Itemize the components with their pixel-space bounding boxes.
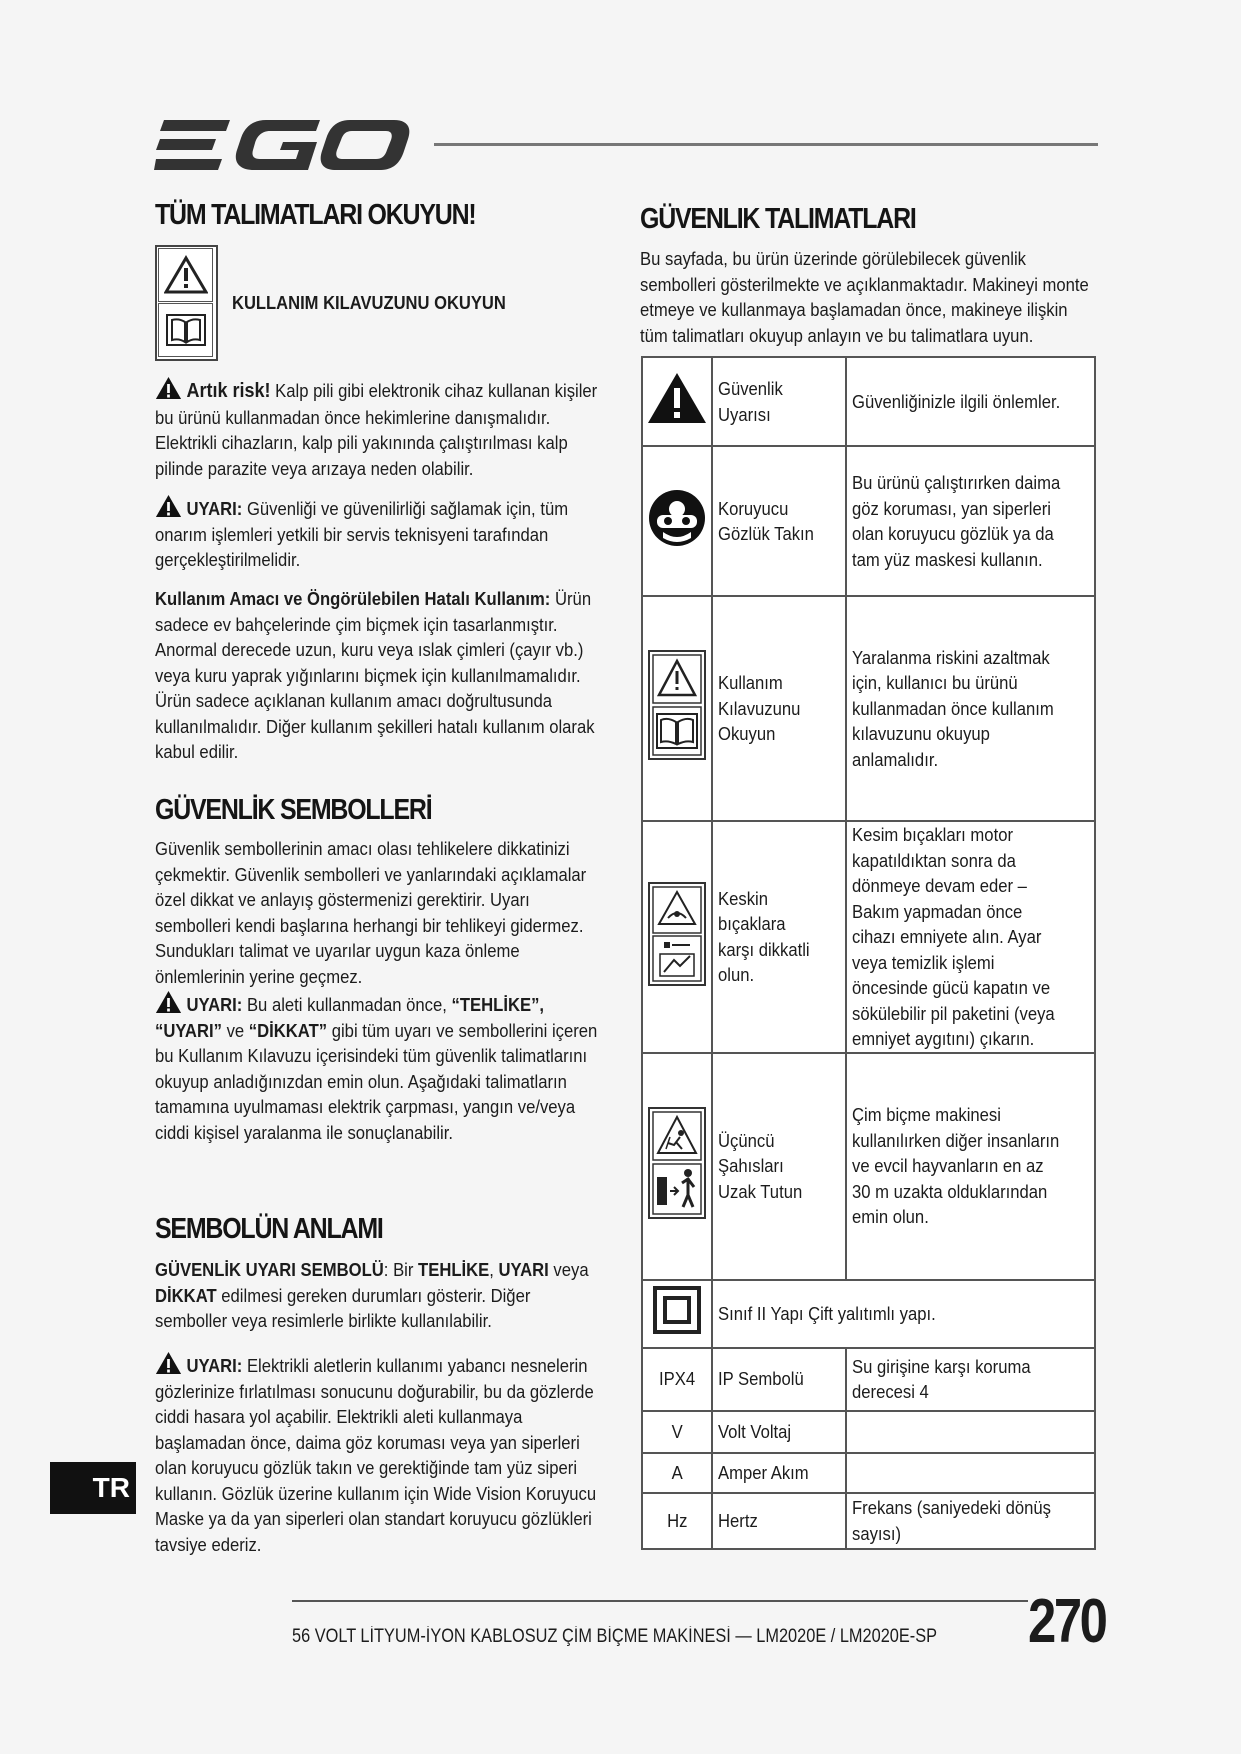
- symbol-description: Çim biçme makinesi kullanılırken diğer insanların ve evcil hayvanların en az 30 m uzakta olduklarından emin olun.: [852, 1104, 1060, 1228]
- table-row: [642, 357, 1095, 446]
- table-row: [642, 1493, 1095, 1549]
- manual-icon-box: [155, 245, 218, 361]
- warning-triangle-icon: [155, 1351, 182, 1375]
- read-instructions-warning-paragraph: UYARI: Bu aleti kullanmadan önce, “TEHLİKE”, “UYARI” ve “DİKKAT” gibi tüm uyarı ve sembollerini içeren bu Kullanım Kılavuzu içerisindeki tüm güvenlik talimatlarını okuyup anladığınızdan emin olun. Aşağıdaki talimatların tamamına uyulmaması elektrik çarpması, yangın ve/veya ciddi kişisel yaralanma ile sonuçlanabilir.: [155, 990, 601, 1145]
- table-row: [642, 1411, 1095, 1453]
- footer-text: 56 VOLT LİTYUM-İYON KABLOSUZ ÇİM BİÇME MAKİNESİ — LM2020E / LM2020E-SP: [292, 1626, 938, 1647]
- symbol-name: Sınıf II Yapı Çift yalıtımlı yapı.: [718, 1302, 936, 1324]
- symbol-description: Yaralanma riskini azaltmak için, kullanıcı bu ürünü kullanmadan önce kullanım kılavuzunu okuyup anlamalıdır.: [852, 646, 1054, 770]
- symbol-name: Koruyucu Gözlük Takın: [718, 497, 814, 544]
- left-title: TÜM TALIMATLARI OKUYUN!: [155, 199, 476, 231]
- warning-triangle-icon: [155, 376, 182, 400]
- bystanders-icon: [642, 1053, 712, 1280]
- eye-protection-warning-paragraph: UYARI: Elektrikli aletlerin kullanımı yabancı nesnelerin gözlerinize fırlatılması sonucunu doğurabilir, bu da gözlerde ciddi hasara yol açabilir. Elektrikli aleti kullanmaya başlamadan önce, daima göz koruması veya yan siperleri olan koruyucu gözlük takın ve gerektiğinde tam yüz siperi kullanın. Gözlük üzerine kullanım için Wide Vision Koruyucu Maske ya da yan siperleri olan standart koruyucu gözlükleri tavsiye ederiz.: [155, 1351, 601, 1557]
- symbol-name: Güvenlik Uyarısı: [718, 378, 783, 425]
- symbol-name: Keskin bıçaklara karşı dikkatli olun.: [718, 887, 810, 986]
- symbol-label: IPX4: [658, 1368, 696, 1390]
- table-row: [642, 821, 1095, 1053]
- read-manual-icon: [158, 303, 213, 357]
- symbol-label: Hz: [666, 1509, 688, 1531]
- symbol-description: Frekans (saniyedeki dönüş sayısı): [852, 1497, 1051, 1544]
- safety-symbols-title: GÜVENLİK SEMBOLLERİ: [155, 794, 432, 826]
- warning-triangle-icon: [158, 248, 213, 302]
- symbol-name: Üçüncü Şahısları Uzak Tutun: [718, 1129, 803, 1202]
- table-row: [642, 1348, 1095, 1411]
- right-intro-paragraph: Bu sayfada, bu ürün üzerinde görülebilecek güvenlik sembolleri gösterilmekte ve açıklanmaktadır. Makineyi monte etmeye ve kullanmaya başlamadan önce, makineye ilişkin tüm talimatları okuyup anlayın ve bu talimatlara uyun.: [640, 248, 1089, 346]
- symbol-description: Su girişine karşı koruma derecesi 4: [852, 1355, 1031, 1402]
- symbol-name: Amper Akım: [718, 1461, 809, 1483]
- footer-rule: [292, 1600, 1028, 1602]
- table-row: [642, 1280, 1095, 1348]
- symbol-name: Hertz: [718, 1509, 758, 1531]
- symbol-description: Kesim bıçakları motor kapatıldıktan sonra da dönmeye devam eder – Bakım yapmadan önce cihazı emniyete alın. Ayar veya temizlik işlemi öncesinde gücü kapatın ve sökülebilir pil paketini (veya emniyet aygıtını) çıkarın.: [852, 824, 1055, 1049]
- symbol-meaning-title: SEMBOLÜN ANLAMI: [155, 1213, 383, 1245]
- symbol-label: V: [671, 1420, 683, 1442]
- safety-alert-symbol-paragraph: GÜVENLİK UYARI SEMBOLÜ: Bir TEHLİKE, UYARI veya DİKKAT edilmesi gereken durumları gösterir. Diğer semboller veya resimlerle birlikte kullanılabilir.: [155, 1259, 589, 1331]
- table-row: [642, 1453, 1095, 1493]
- service-warning-paragraph: UYARI: Güvenliği ve güvenilirliği sağlamak için, tüm onarım işlemleri yetkili bir servis teknisyeni tarafından gerçekleştirilmelidir.: [155, 494, 601, 573]
- ego-logo: [154, 114, 410, 176]
- header-rule: [434, 143, 1098, 146]
- page-number: 270: [1028, 1587, 1106, 1656]
- symbol-name: Volt Voltaj: [718, 1420, 792, 1442]
- safety-symbols-table: [641, 356, 1096, 1550]
- symbol-description: Bu ürünü çalıştırırken daima göz koruması, yan siperleri olan koruyucu gözlük ya da tam yüz maskesi kullanın.: [852, 472, 1061, 570]
- sharp-blades-icon: [642, 821, 712, 1053]
- residual-risk-paragraph: Artık risk! Kalp pili gibi elektronik cihaz kullanan kişiler bu ürünü kullanmadan önce hekimlerine danışmalıdır. Elektrikli cihazların, kalp pili yakınında çalıştırılması kalp pilinde parazite veya arızaya neden olabilir.: [155, 376, 601, 481]
- warning-triangle-icon: [155, 494, 182, 518]
- manual-label: KULLANIM KILAVUZUNU OKUYUN: [232, 293, 506, 313]
- warning-triangle-icon: [155, 990, 182, 1014]
- class-ii-icon: [642, 1280, 712, 1348]
- language-tab: TR: [50, 1462, 136, 1514]
- warning-triangle-icon: [642, 357, 712, 446]
- intended-use-paragraph: Kullanım Amacı ve Öngörülebilen Hatalı Kullanım: Ürün sadece ev bahçelerinde çim biçmek için tasarlanmıştır. Anormal derecede uzun, kuru veya ıslak çimleri (çayır vb.) veya kuru yaprak yığınlarını biçmek için kullanılmamalıdır. Ürün sadece açıklanan kullanım amacı doğrultusunda kullanılmalıdır. Diğer kullanım şekilleri hatalı kullanım olarak kabul edilir.: [155, 588, 595, 762]
- symbol-description: Güvenliğinizle ilgili önlemler.: [852, 390, 1061, 412]
- read-manual-icon: [642, 596, 712, 821]
- goggles-icon: [642, 446, 712, 596]
- table-row: [642, 446, 1095, 596]
- symbol-name: IP Sembolü: [718, 1368, 804, 1390]
- right-title: GÜVENLIK TALIMATLARI: [640, 203, 916, 235]
- symbol-name: Kullanım Kılavuzunu Okuyun: [718, 672, 801, 745]
- table-row: [642, 596, 1095, 821]
- safety-symbols-paragraph: Güvenlik sembollerinin amacı olası tehlikelere dikkatinizi çekmektir. Güvenlik sembolleri ve yanlarındaki açıklamalar özel dikkat ve anlayış göstermenizi gerektirir. Uyarı sembolleri kendi başlarına herhangi bir tehlikeyi gidermez. Sundukları talimat ve uyarılar uygun kaza önleme önlemlerinin yerine geçmez.: [155, 838, 587, 987]
- symbol-label: A: [671, 1461, 683, 1483]
- table-row: [642, 1053, 1095, 1280]
